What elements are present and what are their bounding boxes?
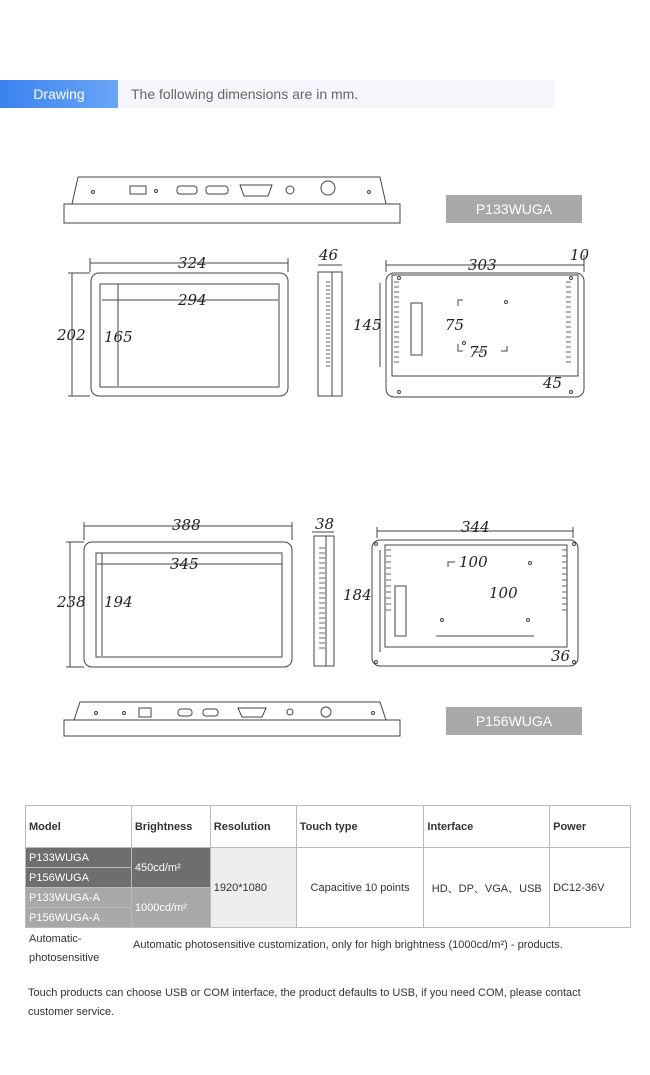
p156-side-view <box>312 532 334 666</box>
dim-back-bottom-2: 36 <box>551 647 571 665</box>
dim-width-total-1: 324 <box>178 254 207 272</box>
model-cell: P156WUGA-A <box>26 908 132 928</box>
footer-note: Touch products can choose USB or COM interface, the product defaults to USB, if you need COM, please contact customer service. <box>28 987 581 1018</box>
model-cell: P133WUGA <box>26 848 132 868</box>
dim-depth-1: 46 <box>319 246 339 264</box>
model-cell: P133WUGA-A <box>26 888 132 908</box>
dim-width-view-1: 294 <box>178 291 207 309</box>
resolution-cell: 1920*1080 <box>210 848 296 928</box>
interface-cell: HD、DP、VGA、USB <box>424 848 550 928</box>
p156-bottom-profile <box>64 702 400 736</box>
dim-height-total-1: 202 <box>57 326 86 344</box>
p133-front-view <box>68 258 288 396</box>
table-row <box>26 848 631 868</box>
p156-back-view <box>372 527 578 666</box>
brightness-std: 450cd/m² <box>131 848 210 888</box>
dim-back-edge-1: 10 <box>570 246 590 264</box>
th-interface: Interface <box>424 806 550 848</box>
dim-back-width-1: 303 <box>468 256 497 274</box>
dim-back-height-2: 184 <box>343 586 372 604</box>
th-resolution: Resolution <box>210 806 296 848</box>
drawing-tag: Drawing <box>0 80 118 108</box>
th-power: Power <box>550 806 631 848</box>
auto-text: Automatic photosensitive customization, only for high brightness (1000cd/m²) - products. <box>133 939 563 951</box>
dim-vesa-h-1: 75 <box>469 343 489 361</box>
dim-vesa-h-2: 100 <box>459 553 488 571</box>
dim-depth-2: 38 <box>315 515 335 533</box>
dim-back-bottom-1: 45 <box>543 374 563 392</box>
model-badge-top: P133WUGA <box>446 195 582 223</box>
th-brightness: Brightness <box>131 806 210 848</box>
model-badge-bottom: P156WUGA <box>446 707 582 735</box>
dim-back-width-2: 344 <box>461 518 490 536</box>
spec-table <box>25 805 631 928</box>
touch-cell: Capacitive 10 points <box>296 848 424 928</box>
th-model: Model <box>26 806 132 848</box>
dim-back-height-1: 145 <box>353 316 382 334</box>
p133-top-profile <box>64 177 400 223</box>
power-cell: DC12-36V <box>550 848 631 928</box>
dim-height-view-1: 165 <box>104 328 133 346</box>
table-header-row <box>26 806 631 848</box>
dim-width-total-2: 388 <box>172 516 201 534</box>
th-touch: Touch type <box>296 806 424 848</box>
brightness-high: 1000cd/m² <box>131 888 210 928</box>
dim-vesa-v-1: 75 <box>445 316 465 334</box>
dim-vesa-v-2: 100 <box>489 584 518 602</box>
p156-front-view <box>66 522 292 667</box>
model-cell: P156WUGA <box>26 868 132 888</box>
dim-height-total-2: 238 <box>57 593 86 611</box>
dimensions-note: The following dimensions are in mm. <box>131 86 359 102</box>
dim-height-view-2: 194 <box>104 593 133 611</box>
dim-width-view-2: 345 <box>170 555 199 573</box>
auto-label: Automatic-photosensitive <box>29 933 100 964</box>
